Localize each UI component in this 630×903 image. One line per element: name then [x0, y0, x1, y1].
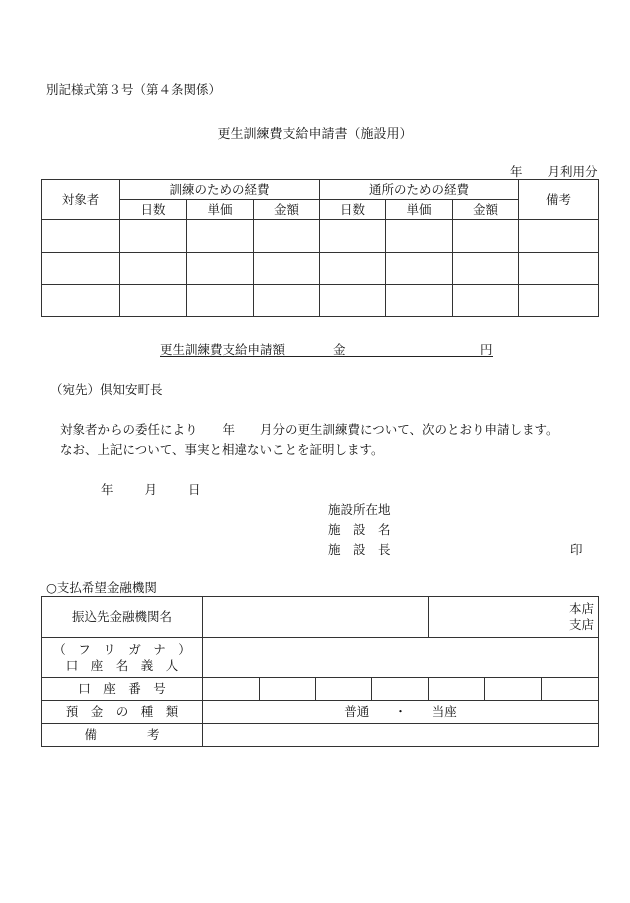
furigana-label: （ フ リ ガ ナ ）: [53, 641, 191, 657]
cell[interactable]: [254, 220, 320, 252]
cell[interactable]: [453, 220, 519, 252]
cell[interactable]: [254, 284, 320, 316]
cell[interactable]: [187, 284, 254, 316]
account-digit[interactable]: [260, 678, 316, 701]
header-commute-amount: 金額: [453, 200, 519, 220]
amount-suffix: 円: [480, 342, 493, 357]
header-commute-unit-price: 単価: [386, 200, 453, 220]
cell[interactable]: [386, 284, 453, 316]
bank-name-field[interactable]: [203, 597, 429, 638]
account-digit[interactable]: [429, 678, 485, 701]
account-digit[interactable]: [203, 678, 260, 701]
cell[interactable]: [519, 220, 599, 252]
cell[interactable]: [120, 284, 187, 316]
account-digit[interactable]: [316, 678, 372, 701]
deposit-type-label: 預 金 の 種 類: [42, 701, 203, 724]
form-number: 別記様式第３号（第４条関係）: [46, 82, 222, 97]
cell[interactable]: [187, 252, 254, 284]
cell[interactable]: [519, 252, 599, 284]
branch-option[interactable]: 支店: [569, 617, 595, 632]
header-target-person: 対象者: [42, 180, 120, 220]
page-title: 更生訓練費支給申請書（施設用）: [217, 127, 413, 142]
amount-field[interactable]: [352, 340, 472, 355]
header-training-days: 日数: [120, 200, 187, 220]
account-holder-label: [42, 638, 203, 678]
cell[interactable]: [42, 284, 120, 316]
date-line: 年 月 日: [101, 482, 203, 497]
cell[interactable]: [254, 252, 320, 284]
cell[interactable]: [120, 220, 187, 252]
application-amount-label: 更生訓練費支給申請額: [160, 342, 286, 357]
cell[interactable]: [42, 220, 120, 252]
account-holder-field[interactable]: [203, 638, 599, 678]
application-amount-line: [160, 340, 493, 357]
header-training-expenses: 訓練のための経費: [120, 180, 320, 200]
account-digit[interactable]: [542, 678, 599, 701]
header-commute-days: 日数: [320, 200, 386, 220]
bank-remarks-label: 備 考: [42, 724, 203, 747]
account-digit[interactable]: [485, 678, 542, 701]
cell[interactable]: [320, 252, 386, 284]
seal-mark: 印: [570, 542, 583, 557]
amount-prefix: 金: [333, 342, 346, 357]
cell[interactable]: [386, 220, 453, 252]
bank-section-title: ○支払希望金融機関: [46, 580, 157, 595]
header-training-amount: 金額: [254, 200, 320, 220]
cell[interactable]: [320, 220, 386, 252]
facility-director-label: 施 設 長: [328, 542, 391, 557]
deposit-type-options[interactable]: 普通 ・ 当座: [203, 701, 599, 724]
holder-label: 口 座 名 義 人: [65, 657, 179, 673]
header-training-unit-price: 単価: [187, 200, 254, 220]
account-digit[interactable]: [372, 678, 429, 701]
header-commute-expenses: 通所のための経費: [320, 180, 519, 200]
cell[interactable]: [120, 252, 187, 284]
bank-name-label: 振込先金融機関名: [42, 597, 203, 638]
head-office-option[interactable]: 本店: [569, 601, 595, 617]
table-row: [42, 284, 599, 316]
cell[interactable]: [453, 252, 519, 284]
header-remarks: 備考: [519, 180, 599, 220]
cell[interactable]: [42, 252, 120, 284]
table-row: [42, 252, 599, 284]
cell[interactable]: [386, 252, 453, 284]
cell[interactable]: [519, 284, 599, 316]
cell[interactable]: [453, 284, 519, 316]
table-row: [42, 220, 599, 252]
bank-table: [41, 596, 599, 747]
account-number-label: 口 座 番 号: [42, 678, 203, 701]
body-line-1: 対象者からの委任により 年 月分の更生訓練費について、次のとおり申請します。: [60, 422, 559, 437]
addressee: （宛先）倶知安町長: [50, 382, 163, 397]
facility-name-label: 施 設 名: [328, 522, 391, 537]
expense-table: [41, 179, 599, 317]
usage-month: 年 月利用分: [510, 164, 598, 179]
body-line-2: なお、上記について、事実と相違ないことを証明します。: [60, 442, 384, 457]
cell[interactable]: [320, 284, 386, 316]
bank-remarks-field[interactable]: [203, 724, 599, 747]
branch-type-field[interactable]: [429, 597, 599, 638]
cell[interactable]: [187, 220, 254, 252]
facility-location-label: 施設所在地: [328, 502, 391, 517]
